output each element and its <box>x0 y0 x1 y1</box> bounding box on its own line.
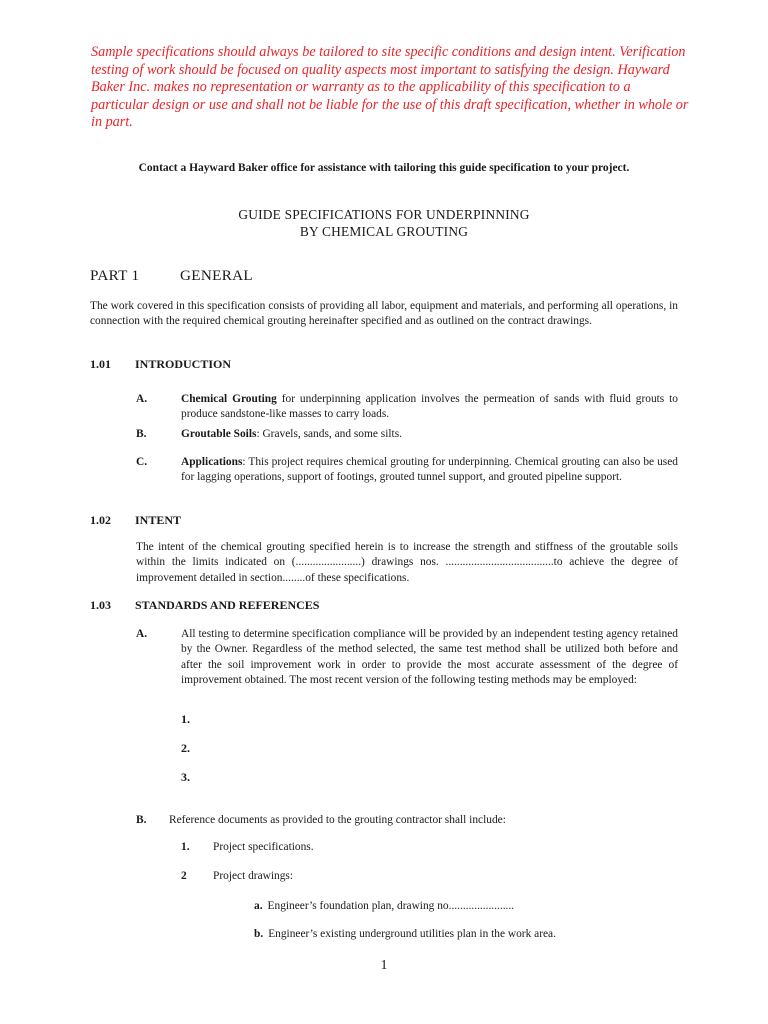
part-heading <box>90 267 253 285</box>
title-line-1: GUIDE SPECIFICATIONS FOR UNDERPINNING <box>238 207 530 222</box>
reference-item-2 <box>181 870 293 882</box>
section-heading-1-03 <box>90 598 319 613</box>
item-letter: A. <box>136 628 148 640</box>
reference-text: Project drawings: <box>213 870 294 882</box>
item-term: Groutable Soils <box>181 428 257 440</box>
item-letter: B. <box>136 814 147 826</box>
section-number: 1.01 <box>90 357 111 371</box>
drawing-item-a <box>254 900 514 912</box>
section-title: INTENT <box>135 513 182 527</box>
item-text: Reference documents as provided to the grouting contractor shall include: <box>169 814 506 826</box>
item-term: Chemical Grouting <box>181 393 277 405</box>
section-heading-1-02 <box>90 513 181 528</box>
document-title <box>0 206 768 240</box>
page-number: 1 <box>380 958 388 973</box>
item-letter: A. <box>136 393 148 405</box>
drawing-letter: a. <box>254 900 263 912</box>
contact-note: Contact a Hayward Baker office for assistance with tailoring this guide specification to your project. <box>138 162 630 174</box>
section-number: 1.03 <box>90 598 111 612</box>
section-title: STANDARDS AND REFERENCES <box>135 598 320 612</box>
part-number: PART 1 <box>90 267 140 284</box>
reference-number: 2 <box>181 870 187 882</box>
item-letter: C. <box>136 456 148 468</box>
intro-item-b <box>136 427 678 442</box>
item-text: All testing to determine specification compliance will be provided by an independent testing agency retained by the Owner. Regardless of the method selected, the same test method shall be utilized both before and after the soil improvement work in order to provide the most accurate assessment of the degree of improvement obtained. The most recent version of the following testing methods may be employed: <box>181 628 678 687</box>
item-text: : Gravels, sands, and some silts. <box>256 428 402 440</box>
item-text: for underpinning application involves the permeation of sands with fluid grouts to produce sandstone-like masses to carry loads. <box>181 393 679 421</box>
part-title: GENERAL <box>180 267 253 284</box>
intro-item-a <box>136 392 678 423</box>
standards-item-b <box>136 813 678 828</box>
testing-method-1: 1. <box>181 712 190 726</box>
testing-method-2: 2. <box>181 741 190 755</box>
section-number: 1.02 <box>90 513 111 527</box>
drawing-item-b <box>254 928 556 940</box>
drawing-text: Engineer’s existing underground utilities plan in the work area. <box>268 928 556 940</box>
reference-text: Project specifications. <box>213 841 314 853</box>
drawing-letter: b. <box>254 928 264 940</box>
intro-paragraph: The work covered in this specification consists of providing all labor, equipment and materials, and performing all operations, in connection with the required chemical grouting hereinafter specified and as outlined on the contract drawings. <box>90 300 678 328</box>
reference-number: 1. <box>181 841 190 853</box>
item-letter: B. <box>136 428 147 440</box>
section-title: INTRODUCTION <box>135 357 232 371</box>
item-term: Applications <box>181 456 243 468</box>
testing-method-3: 3. <box>181 770 190 784</box>
standards-item-a <box>136 627 678 689</box>
section-heading-1-01 <box>90 357 231 372</box>
disclaimer-note: Sample specifications should always be tailored to site specific conditions and design intent. Verification testing of work should be focused on quality aspects most important to satisfying the design. Hayward Baker Inc. makes no representation or warranty as to the applicability of this specification to a particular design or use and shall not be liable for the use of this draft specification, whether in whole or in part. <box>91 44 689 131</box>
intro-item-c <box>136 455 678 486</box>
item-text: : This project requires chemical grouting for underpinning. Chemical grouting can also be used for lagging operations, support of footings, grouted tunnel support, and grouted pipeline support. <box>181 456 678 484</box>
title-line-2: BY CHEMICAL GROUTING <box>299 224 469 239</box>
drawing-text: Engineer’s foundation plan, drawing no....................... <box>267 900 515 912</box>
intent-paragraph: The intent of the chemical grouting specified herein is to increase the strength and stiffness of the groutable soils within the limits indicated on (.......................) drawings nos. ......................................to achieve the degree of improvement detailed in section........of these specifications. <box>136 541 678 584</box>
reference-item-1 <box>181 841 314 853</box>
